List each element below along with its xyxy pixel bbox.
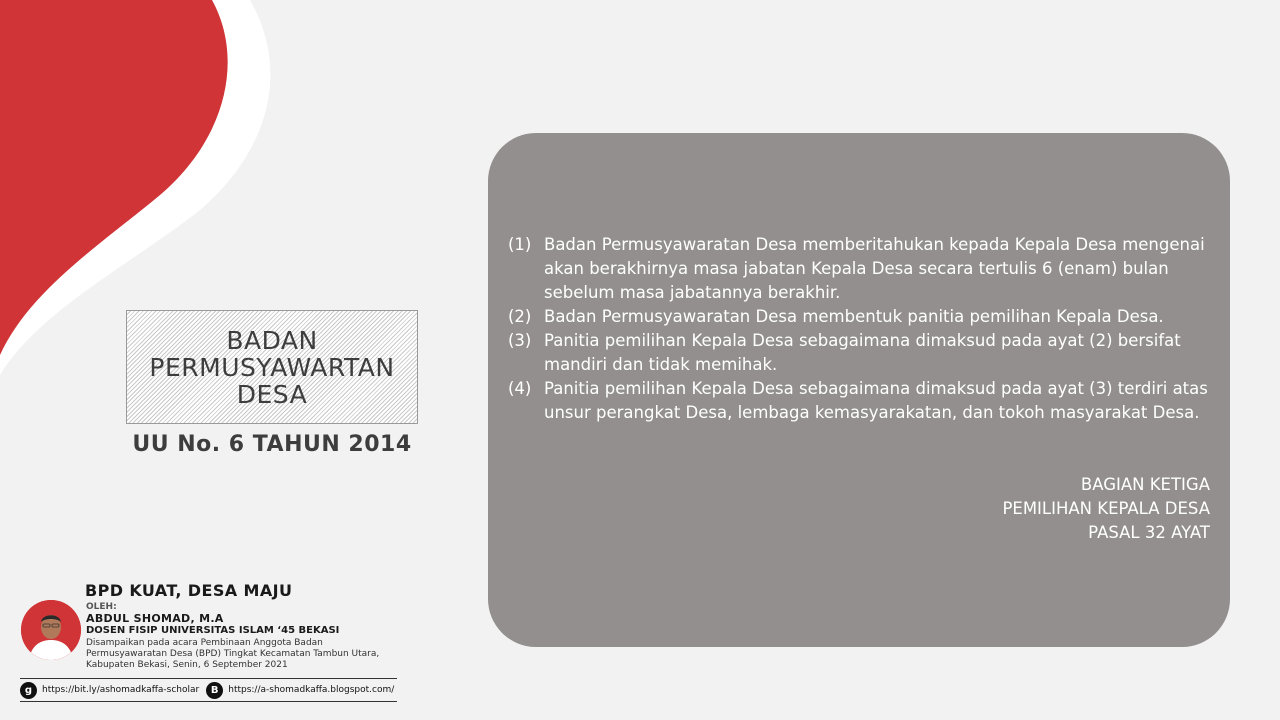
slide-title-box	[126, 310, 418, 424]
law-reference-line: BAGIAN KETIGA	[1080, 475, 1210, 494]
law-reference-line: PEMILIHAN KEPALA DESA	[1002, 499, 1210, 518]
law-list-item	[508, 377, 1208, 425]
law-list-item	[508, 233, 1208, 305]
law-item-text: Panitia pemilihan Kepala Desa sebagaimana dimaksud pada ayat (3) terdiri atas unsur perangkat Desa, lembaga kemasyarakatan, dan tokoh masyarakat Desa.	[544, 379, 1208, 422]
law-list-item	[508, 305, 1208, 329]
slogan: BPD KUAT, DESA MAJU	[85, 581, 293, 600]
law-item-number: (2)	[508, 307, 532, 326]
slide-title-line: PERMUSYAWARTAN	[149, 352, 395, 382]
by-label: OLEH:	[86, 602, 117, 612]
law-article-list	[508, 233, 1208, 425]
presentation-note-line: Disampaikan pada acara Pembinaan Anggota Badan	[86, 638, 323, 648]
author-affiliation: DOSEN FISIP UNIVERSITAS ISLAM ‘45 BEKASI	[86, 625, 340, 636]
law-item-number: (1)	[508, 235, 532, 254]
scholar-link[interactable]	[20, 682, 199, 699]
law-item-text: Badan Permusyawaratan Desa memberitahukan kepada Kepala Desa mengenai akan berakhirnya masa jabatan Kepala Desa secara tertulis 6 (enam) bulan sebelum masa jabatannya berakhir.	[544, 235, 1205, 302]
law-item-text: Panitia pemilihan Kepala Desa sebagaimana dimaksud pada ayat (2) bersifat mandiri dan tidak memihak.	[544, 331, 1181, 374]
law-list-item	[508, 329, 1208, 377]
links-bar	[20, 678, 397, 702]
law-item-number: (3)	[508, 331, 532, 350]
author-name: ABDUL SHOMAD, M.A	[86, 612, 224, 625]
law-reference-line: PASAL 32 AYAT	[1088, 523, 1210, 542]
blogger-icon: B	[206, 682, 223, 699]
slide-title-line: DESA	[236, 379, 308, 409]
presentation-note	[86, 638, 406, 671]
blogger-link-text[interactable]: https://a-shomadkaffa.blogspot.com/	[228, 685, 395, 695]
author-portrait-icon	[21, 600, 81, 660]
law-item-text: Badan Permusyawaratan Desa membentuk panitia pemilihan Kepala Desa.	[544, 307, 1164, 326]
law-item-number: (4)	[508, 379, 532, 398]
author-avatar	[21, 600, 81, 660]
slide-title-line: BADAN	[226, 325, 318, 355]
google-scholar-icon: g	[20, 682, 37, 699]
presentation-note-line: Permusyawaratan Desa (BPD) Tingkat Kecamatan Tambun Utara,	[86, 649, 380, 659]
law-reference	[1002, 473, 1210, 545]
presentation-note-line: Kabupaten Bekasi, Senin, 6 September 2021	[86, 660, 288, 670]
scholar-link-text[interactable]: https://bit.ly/ashomadkaffa-scholar	[42, 685, 200, 695]
blogger-link[interactable]	[206, 682, 394, 699]
content-card	[488, 133, 1230, 647]
author-info	[86, 602, 406, 671]
slide-subtitle: UU No. 6 TAHUN 2014	[132, 432, 412, 457]
